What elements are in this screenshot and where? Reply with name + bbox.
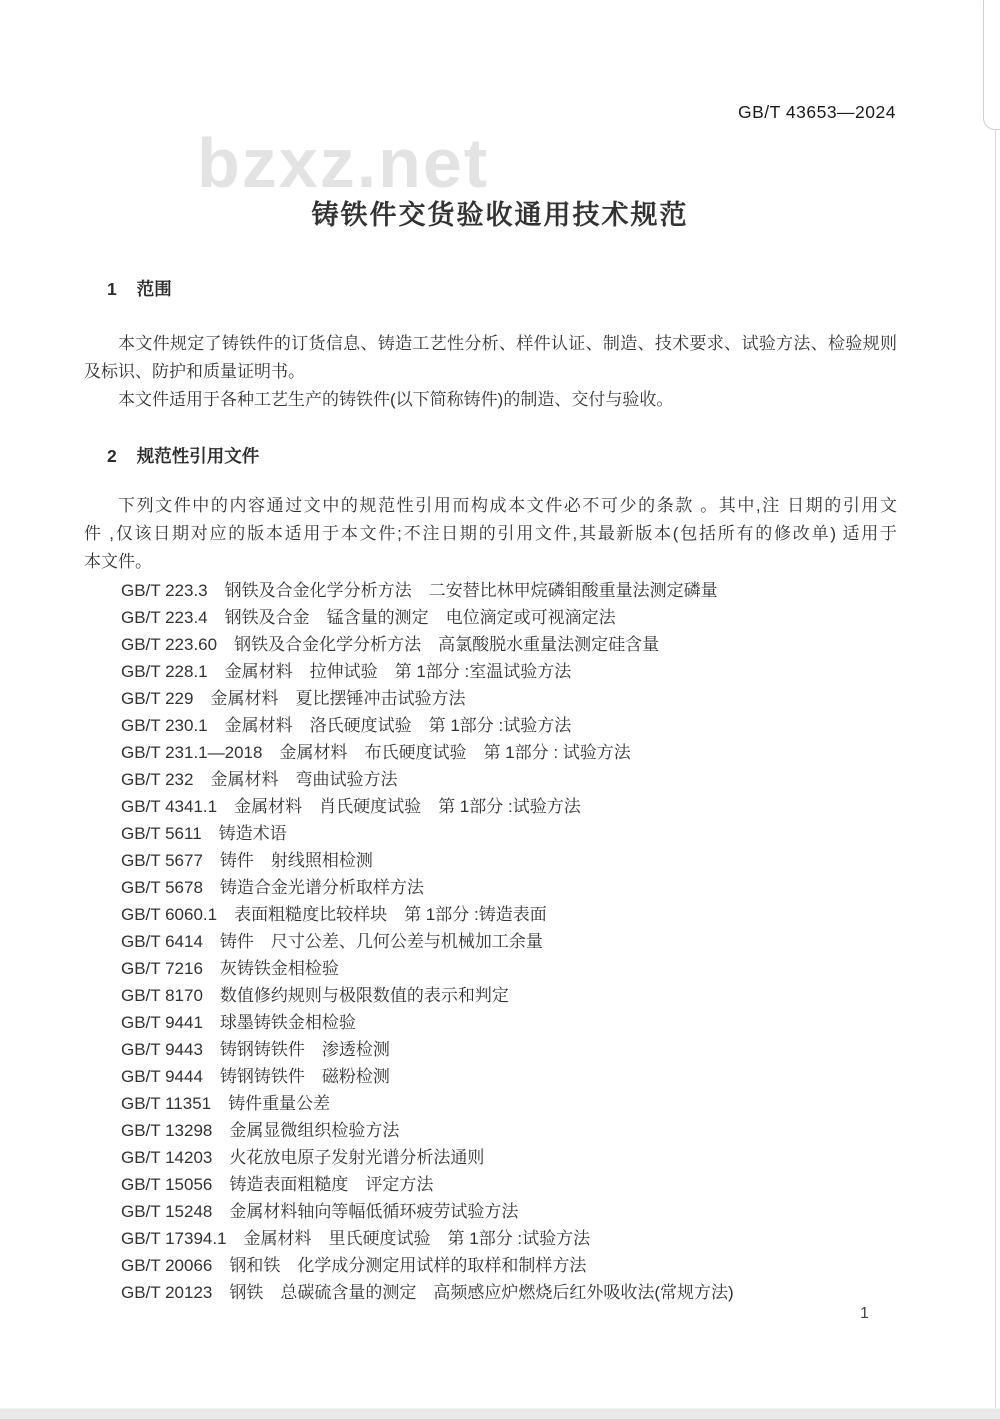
references-list: [121, 577, 911, 1306]
reference-item: GB/T 9441 球墨铸铁金相检验: [121, 1013, 356, 1032]
section-2-heading-label: 规范性引用文件: [136, 446, 260, 466]
vertical-scrollbar-thumb[interactable]: [983, 0, 1000, 130]
page-number: 1: [860, 1305, 869, 1322]
reference-item: GB/T 15248 金属材料轴向等幅低循环疲劳试验方法: [121, 1202, 519, 1221]
reference-item: GB/T 223.60 钢铁及合金化学分析方法 高氯酸脱水重量法测定硅含量: [121, 635, 660, 654]
section-1-paragraph: [84, 330, 897, 414]
section-2-heading: [107, 443, 259, 468]
reference-item: GB/T 223.3 钢铁及合金化学分析方法 二安替比林甲烷磷钼酸重量法测定磷量: [121, 581, 718, 600]
reference-item: GB/T 7216 灰铸铁金相检验: [121, 959, 339, 978]
section-2-number: 2: [107, 446, 117, 466]
standard-number: GB/T 43653—2024: [738, 102, 896, 122]
reference-item: GB/T 20066 钢和铁 化学成分测定用试样的取样和制样方法: [121, 1256, 587, 1275]
reference-item: GB/T 4341.1 金属材料 肖氏硬度试验 第 1部分 :试验方法: [121, 797, 581, 816]
reference-item: GB/T 5677 铸件 射线照相检测: [121, 851, 373, 870]
section-2-intro-paragraph: [84, 492, 897, 576]
reference-item: GB/T 9444 铸钢铸铁件 磁粉检测: [121, 1067, 390, 1086]
reference-item: GB/T 11351 铸件重量公差: [121, 1094, 331, 1113]
reference-item: GB/T 15056 铸造表面粗糙度 评定方法: [121, 1175, 434, 1194]
paragraph-line: 下列文件中的内容通过文中的规范性引用而构成本文件必不可少的条款 。其中,注 日期的引用文: [118, 496, 897, 515]
reference-item: GB/T 228.1 金属材料 拉伸试验 第 1部分 :室温试验方法: [121, 662, 572, 681]
section-1-heading: [107, 276, 172, 301]
reference-item: GB/T 230.1 金属材料 洛氏硬度试验 第 1部分 :试验方法: [121, 716, 572, 735]
reference-item: GB/T 5611 铸造术语: [121, 824, 287, 843]
section-1-number: 1: [107, 279, 117, 299]
page-right-border: [995, 0, 996, 1408]
reference-item: GB/T 13298 金属显微组织检验方法: [121, 1121, 400, 1140]
paragraph-line: 及标识、防护和质量证明书。: [84, 362, 305, 381]
paragraph-line: 本文件适用于各种工艺生产的铸铁件(以下简称铸件)的制造、交付与验收。: [118, 390, 674, 409]
reference-item: GB/T 14203 火花放电原子发射光谱分析法通则: [121, 1148, 485, 1167]
reference-item: GB/T 231.1—2018 金属材料 布氏硬度试验 第 1部分 : 试验方法: [121, 743, 631, 762]
reference-item: GB/T 20123 钢铁 总碳硫含量的测定 高频感应炉燃烧后红外吸收法(常规方法): [121, 1283, 734, 1302]
reference-item: GB/T 232 金属材料 弯曲试验方法: [121, 770, 398, 789]
reference-item: GB/T 17394.1 金属材料 里氏硬度试验 第 1部分 :试验方法: [121, 1229, 591, 1248]
paragraph-line: 本文件。: [84, 552, 152, 571]
page-title: 铸铁件交货验收通用技术规范: [311, 200, 689, 230]
watermark: bzxz.net: [197, 124, 490, 202]
paragraph-line: 本文件规定了铸铁件的订货信息、铸造工艺性分析、样件认证、制造、技术要求、试验方法、检验规则: [118, 334, 897, 353]
reference-item: GB/T 6060.1 表面粗糙度比较样块 第 1部分 :铸造表面: [121, 905, 547, 924]
reference-item: GB/T 8170 数值修约规则与极限数值的表示和判定: [121, 986, 509, 1005]
reference-item: GB/T 9443 铸钢铸铁件 渗透检测: [121, 1040, 390, 1059]
reference-item: GB/T 6414 铸件 尺寸公差、几何公差与机械加工余量: [121, 932, 543, 951]
reference-item: GB/T 223.4 钢铁及合金 锰含量的测定 电位滴定或可视滴定法: [121, 608, 616, 627]
paragraph-line: 件 ,仅该日期对应的版本适用于本文件;不注日期的引用文件,其最新版本(包括所有的修改单) 适用于: [84, 524, 897, 543]
section-1-heading-label: 范围: [136, 279, 172, 299]
reference-item: GB/T 229 金属材料 夏比摆锤冲击试验方法: [121, 689, 466, 708]
horizontal-scrollbar-track: [0, 1408, 1000, 1419]
reference-item: GB/T 5678 铸造合金光谱分析取样方法: [121, 878, 424, 897]
